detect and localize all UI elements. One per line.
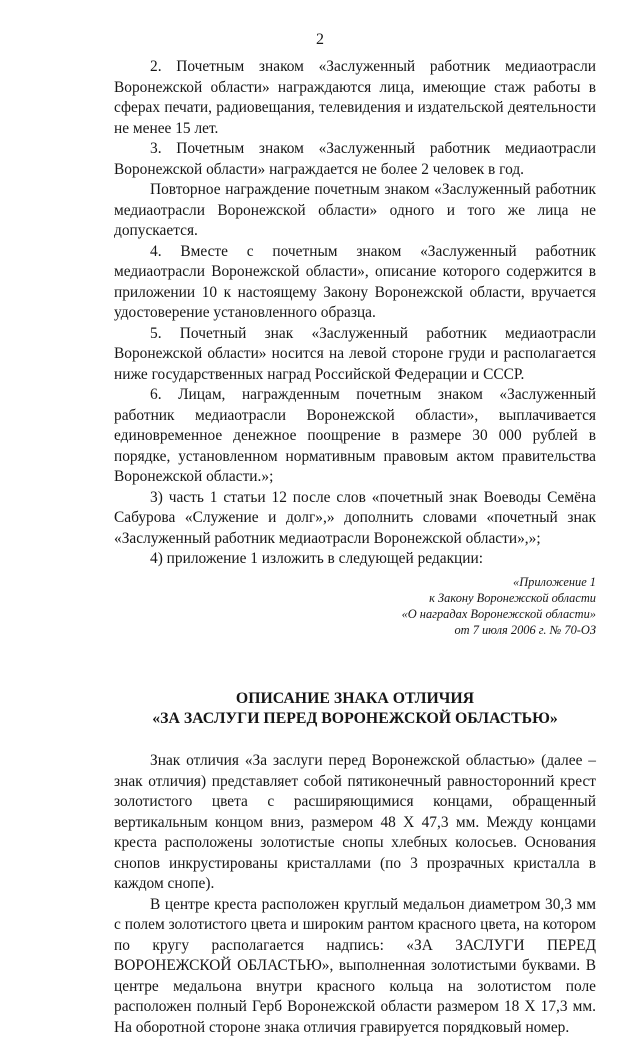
appendix-note-line: «О наградах Воронежской области» xyxy=(401,606,596,621)
page-number: 2 xyxy=(316,31,324,48)
paragraph-item-5: 5. Почетный знак «Заслуженный работник медиаотрасли Воронежской области» носится на левой стороне груди и располагается ниже государственных наград Российской Федерации и СССР. xyxy=(114,324,596,383)
section-title xyxy=(114,689,596,728)
paragraph-amendment-3: 3) часть 1 статьи 12 после слов «почетный знак Воеводы Семёна Сабурова «Служение и долг»,» дополнить словами «почетный знак «Заслуженный работник медиаотрасли Воронежской области»,»; xyxy=(114,488,596,547)
appendix-note-line: от 7 июля 2006 г. № 70-ОЗ xyxy=(454,623,596,638)
paragraph-amendment-4: 4) приложение 1 изложить в следующей редакции: xyxy=(150,550,484,567)
appendix-note-line: «Приложение 1 xyxy=(513,574,596,589)
paragraph-medallion: В центре креста расположен круглый медальон диаметром 30,3 мм с полем золотистого цвета и широким рантом красного цвета, на котором по кругу располагается надпись: «ЗА ЗАСЛУГИ ПЕРЕД ВОРОНЕЖСКОЙ ОБЛАСТЬЮ», выполненная золотистыми буквами. В центре медальона внутри красного кольца на золотистом поле расположен полный Герб Воронежской области размером 18 Х 17,3 мм. На оборотной стороне знака отличия гравируется порядковый номер. xyxy=(114,895,596,1036)
appendix-note xyxy=(114,574,596,639)
paragraph-item-4: 4. Вместе с почетным знаком «Заслуженный работник медиаотрасли Воронежской области», описание которого содержится в приложении 10 к настоящему Закону Воронежской области, вручается удостоверение установленного образца. xyxy=(114,242,596,321)
paragraph-item-3: 3. Почетным знаком «Заслуженный работник медиаотрасли Воронежской области» награждается не более 2 человек в год. xyxy=(114,140,596,178)
paragraph-repeat-award: Повторное награждение почетным знаком «Заслуженный работник медиаотрасли Воронежской области» одного и того же лица не допускается. xyxy=(114,181,596,239)
section-title-line: ОПИСАНИЕ ЗНАКА ОТЛИЧИЯ xyxy=(235,690,475,708)
paragraph-item-6: 6. Лицам, награжденным почетным знаком «Заслуженный работник медиаотрасли Воронежской области», выплачивается единовременное денежное поощрение в размере 30 000 рублей в порядке, установленном нормативным правовым актом правительства Воронежской области.»; xyxy=(114,386,596,485)
appendix-note-line: к Закону Воронежской области xyxy=(429,590,596,605)
document-body xyxy=(114,57,596,1038)
paragraph-description: Знак отличия «За заслуги перед Воронежской областью» (далее – знак отличия) представляет собой пятиконечный равносторонний крест золотистого цвета с расширяющимися концами, обращенный вертикальным концом вниз, размером 48 Х 47,3 мм. Между концами креста расположены золотистые снопы хлебных колосьев. Основания снопов инкрустированы кристаллами (по 3 прозрачных кристалла в каждом снопе). xyxy=(114,752,596,893)
paragraph-item-2: 2. Почетным знаком «Заслуженный работник медиаотрасли Воронежской области» награждаются лица, имеющие стаж работы в сферах печати, радиовещания, телевидения и издательской деятельности не менее 15 лет. xyxy=(114,58,596,137)
section-title-line: «ЗА ЗАСЛУГИ ПЕРЕД ВОРОНЕЖСКОЙ ОБЛАСТЬЮ» xyxy=(152,709,558,727)
